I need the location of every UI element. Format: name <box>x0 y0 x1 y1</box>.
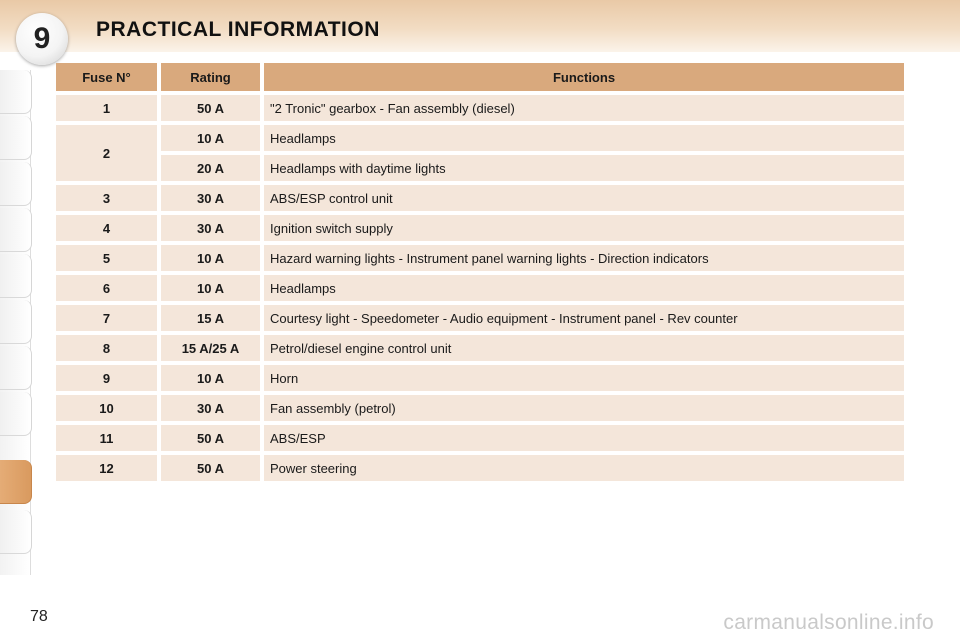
chapter-tab-7[interactable] <box>0 346 32 390</box>
fuse-rating: 10 A <box>161 365 260 391</box>
fuse-function: Horn <box>264 365 904 391</box>
table-row <box>56 335 904 361</box>
fuse-rating: 50 A <box>161 95 260 121</box>
fuse-number: 2 <box>56 125 157 181</box>
column-header-functions: Functions <box>264 63 904 91</box>
table-row <box>56 395 904 421</box>
table-row <box>157 155 904 181</box>
fuse-function: ABS/ESP control unit <box>264 185 904 211</box>
table-row <box>56 365 904 391</box>
table-row-group <box>56 125 904 181</box>
fuse-rating: 50 A <box>161 455 260 481</box>
chapter-tab-6[interactable] <box>0 300 32 344</box>
fuse-rating: 30 A <box>161 395 260 421</box>
column-header-rating: Rating <box>161 63 260 91</box>
fuse-rating: 30 A <box>161 185 260 211</box>
fuse-rating: 10 A <box>161 275 260 301</box>
fuse-number: 8 <box>56 335 157 361</box>
table-row <box>56 305 904 331</box>
column-header-fuse: Fuse N° <box>56 63 157 91</box>
chapter-tab-3[interactable] <box>0 162 32 206</box>
fuse-function: "2 Tronic" gearbox - Fan assembly (diesel) <box>264 95 904 121</box>
fuse-function: ABS/ESP <box>264 425 904 451</box>
fuse-function: Headlamps <box>264 275 904 301</box>
chapter-badge: 9 <box>16 13 68 65</box>
fuse-function: Headlamps <box>264 125 904 151</box>
fuse-number: 9 <box>56 365 157 391</box>
page-title: PRACTICAL INFORMATION <box>96 18 380 41</box>
fuse-function: Ignition switch supply <box>264 215 904 241</box>
table-row <box>56 95 904 121</box>
table-row <box>56 275 904 301</box>
fuse-function: Fan assembly (petrol) <box>264 395 904 421</box>
table-row <box>56 425 904 451</box>
chapter-tab-8[interactable] <box>0 392 32 436</box>
chapter-tab-1[interactable] <box>0 70 32 114</box>
chapter-tab-9-active[interactable] <box>0 460 32 504</box>
fuse-table <box>56 63 904 485</box>
chapter-tab-5[interactable] <box>0 254 32 298</box>
fuse-function: Hazard warning lights - Instrument panel warning lights - Direction indicators <box>264 245 904 271</box>
fuse-function: Courtesy light - Speedometer - Audio equipment - Instrument panel - Rev counter <box>264 305 904 331</box>
chapter-tab-2[interactable] <box>0 116 32 160</box>
fuse-function: Power steering <box>264 455 904 481</box>
table-row <box>56 185 904 211</box>
fuse-number: 6 <box>56 275 157 301</box>
chapter-tab-4[interactable] <box>0 208 32 252</box>
fuse-function: Petrol/diesel engine control unit <box>264 335 904 361</box>
fuse-number: 10 <box>56 395 157 421</box>
fuse-number: 11 <box>56 425 157 451</box>
fuse-rating: 10 A <box>161 125 260 151</box>
watermark: carmanualsonline.info <box>723 611 934 634</box>
page-number: 78 <box>30 608 48 625</box>
table-header-row <box>56 63 904 91</box>
fuse-rating: 30 A <box>161 215 260 241</box>
fuse-number: 3 <box>56 185 157 211</box>
fuse-number: 1 <box>56 95 157 121</box>
chapter-tab-10[interactable] <box>0 510 32 554</box>
table-row <box>157 125 904 151</box>
table-row <box>56 245 904 271</box>
fuse-rating: 20 A <box>161 155 260 181</box>
fuse-number: 5 <box>56 245 157 271</box>
chapter-tab-strip <box>0 70 31 575</box>
fuse-rating: 15 A <box>161 305 260 331</box>
fuse-function: Headlamps with daytime lights <box>264 155 904 181</box>
fuse-rating: 15 A/25 A <box>161 335 260 361</box>
fuse-number: 7 <box>56 305 157 331</box>
fuse-rating: 50 A <box>161 425 260 451</box>
fuse-rating: 10 A <box>161 245 260 271</box>
table-row <box>56 455 904 481</box>
table-row <box>56 215 904 241</box>
fuse-number: 12 <box>56 455 157 481</box>
fuse-number: 4 <box>56 215 157 241</box>
